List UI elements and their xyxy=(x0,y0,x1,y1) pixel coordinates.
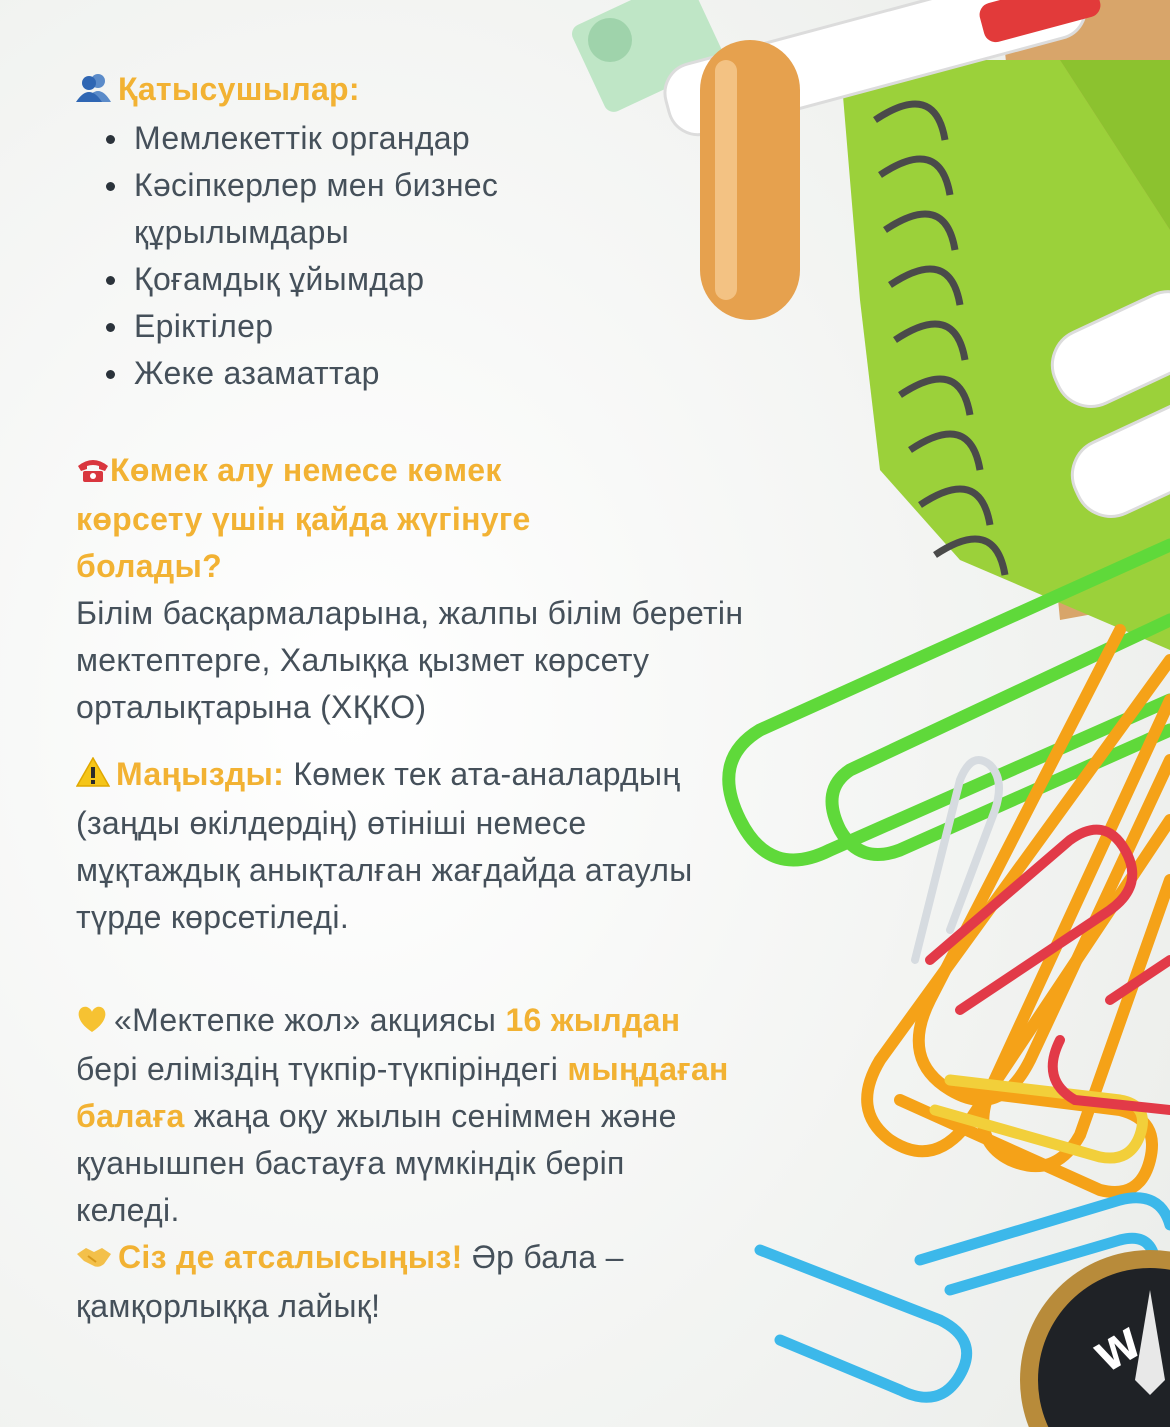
help-text: Білім басқармаларына, жалпы білім беретін мектептерге, Халыққа қызмет көрсету орталықтарына (ХҚКО) xyxy=(76,595,744,726)
campaign-part3: жаңа оқу жылын сеніммен және қуанышпен бастауға мүмкіндік беріп келеді. xyxy=(76,1098,677,1229)
participants-list xyxy=(76,115,756,397)
important-label: Маңызды: xyxy=(116,756,285,793)
participants-title: Қатысушылар: xyxy=(118,71,360,107)
svg-text:W: W xyxy=(1088,1320,1150,1383)
info-text-block xyxy=(76,66,756,1330)
list-item: Кәсіпкерлер мен бизнес құрылымдары xyxy=(104,162,574,256)
list-item: Жеке азаматтар xyxy=(104,350,756,397)
important-text: Көмек тек ата-аналардың (заңды өкілдердің) өтініші немесе мұқтаждық анықталған жағдайда атаулы түрде көрсетіледі. xyxy=(76,756,693,936)
call-highlight: Сіз де атсалысыңыз! xyxy=(118,1239,463,1276)
important-note xyxy=(76,751,716,941)
campaign-text xyxy=(76,997,736,1234)
help-title: Көмек алу немесе көмек көрсету үшін қайда жүгінуге болады? xyxy=(76,452,531,585)
list-item: Қоғамдық ұйымдар xyxy=(104,256,756,303)
yellow-heart-icon xyxy=(76,999,108,1046)
call-text: Әр бала – қамқорлыққа лайық! xyxy=(76,1239,624,1325)
list-item: Мемлекеттік органдар xyxy=(104,115,756,162)
list-item: Еріктілер xyxy=(104,303,756,350)
participants-heading xyxy=(76,66,756,115)
warning-icon xyxy=(76,753,110,800)
campaign-highlight-children: мыңдаған балаға xyxy=(76,1051,729,1135)
campaign-highlight-years: 16 жылдан xyxy=(505,1002,681,1039)
campaign-part2: бері еліміздің түкпір-түкпіріндегі xyxy=(76,1051,559,1088)
call-to-action xyxy=(76,1234,716,1330)
handshake-icon xyxy=(76,1236,112,1283)
busts-in-silhouette-icon xyxy=(76,68,112,115)
campaign-part1: «Мектепке жол» акциясы xyxy=(114,1002,497,1039)
telephone-icon xyxy=(76,449,110,496)
help-heading xyxy=(76,447,636,590)
